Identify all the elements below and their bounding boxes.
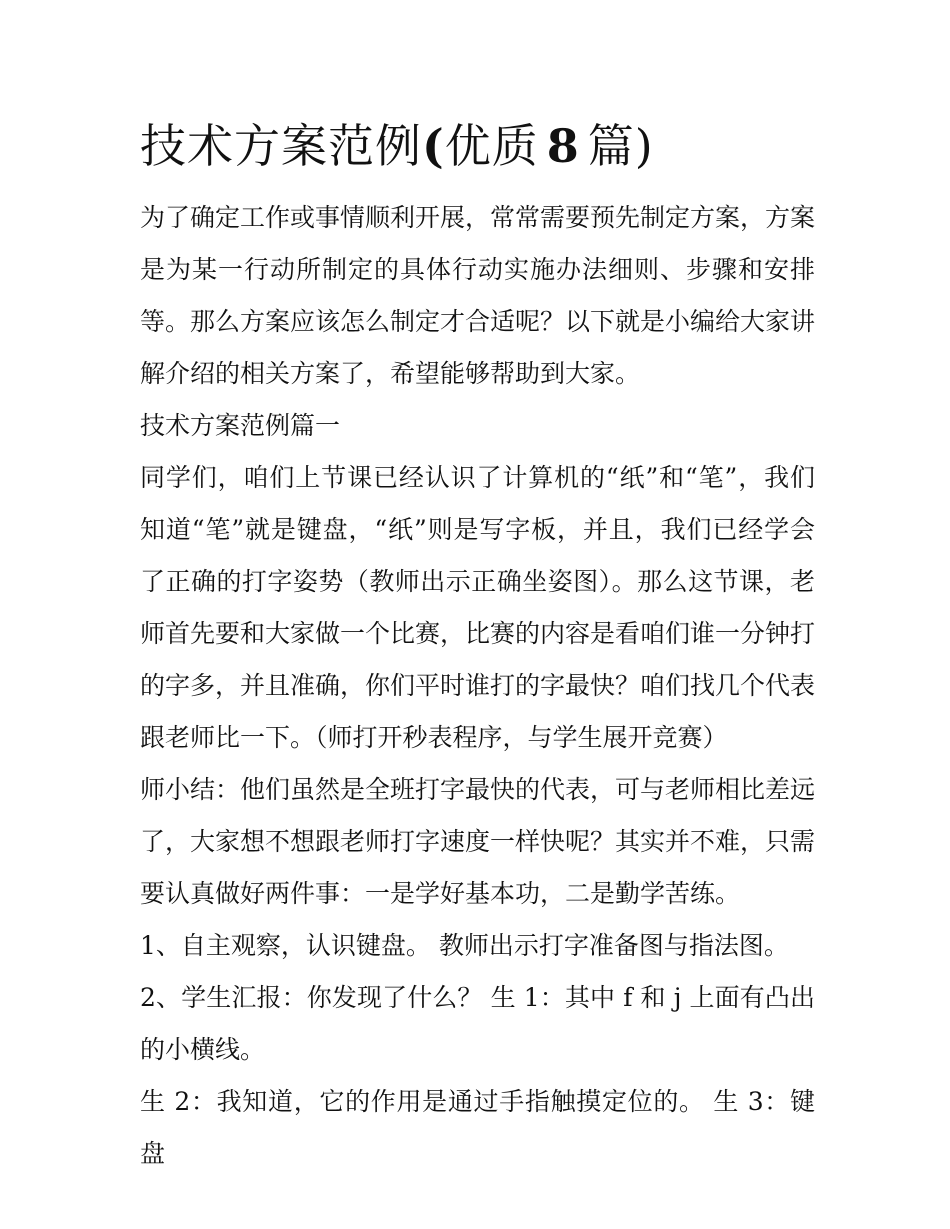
list-item: 1、自主观察，认识键盘。 教师出示打字准备图与指法图。 [140,931,789,960]
title-quality: 优质 [444,119,539,173]
body-paragraph: 生 2：我知道，它的作用是通过手指触摸定位的。 生 3：键盘 [140,1087,815,1168]
document-title [140,110,815,182]
section-heading: 技术方案范例篇一 [140,411,341,440]
document-body [140,110,815,1180]
intro-paragraph: 为了确定工作或事情顺利开展，常常需要预先制定方案，方案是为某一行动所制定的具体行动实施办法细则、步骤和安排等。那么方案应该怎么制定才合适呢？以下就是小编给大家讲解介绍的相关方案了，希望能够帮助到大家。 [140,203,816,388]
title-count: 8 [546,119,580,173]
title-text: 技术方案范例 [140,119,422,173]
title-paren-open: ( [422,119,445,173]
body-paragraph: 师小结：他们虽然是全班打字最快的代表，可与老师相比差远了，大家想不想跟老师打字速度一样快呢？其实并不难，只需要认真做好两件事：一是学好基本功，二是勤学苦练。 [140,775,816,908]
body-paragraph: 同学们，咱们上节课已经认识了计算机的“纸”和“笔”，我们知道“笔”就是键盘，“纸”则是写字板，并且，我们已经学会了正确的打字姿势（教师出示正确坐姿图）。那么这节课，老师首先要和大家做一个比赛，比赛的内容是看咱们谁一分钟打的字多，并且准确，你们平时谁打的字最快？咱们找几个代表跟老师比一下。（师打开秒表程序，与学生展开竞赛） [140,463,816,752]
title-suffix: 篇) [587,119,654,173]
list-item: 2、学生汇报：你发现了什么？ 生 1：其中 f 和 j 上面有凸出的小横线。 [140,983,815,1064]
